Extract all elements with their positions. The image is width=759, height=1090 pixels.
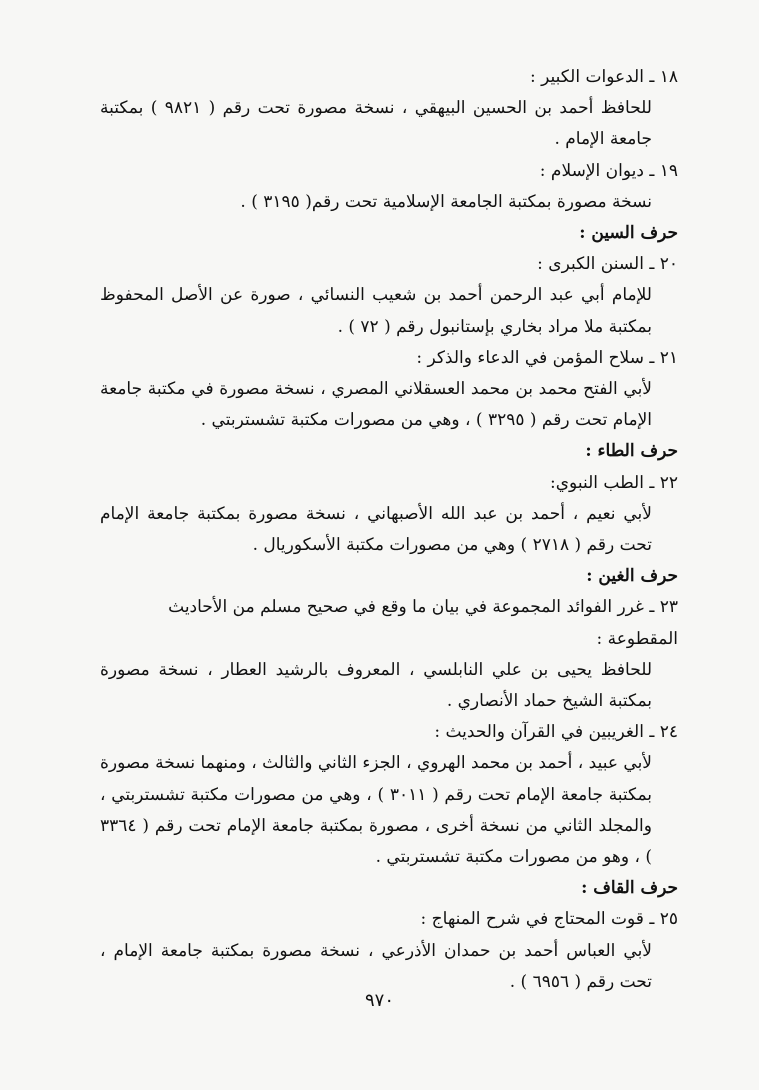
entry-description: لأبي الفتح محمد بن محمد العسقلاني المصري ، نسخة مصورة في مكتبة جامعة الإمام تحت رقم ( ٣٢٩٥ ) ، وهي من مصورات مكتبة تشستربتي . bbox=[100, 379, 652, 431]
page-text bbox=[100, 62, 678, 998]
entry-description: للإمام أبي عبد الرحمن أحمد بن شعيب النسائي ، صورة عن الأصل المحفوظ بمكتبة ملا مراد بخاري بإستانبول رقم ( ٧٢ ) . bbox=[100, 285, 652, 337]
entry-title: ١٨ ـ الدعوات الكبير : bbox=[530, 67, 678, 87]
entry-title: ٢٤ ـ الغريبين في القرآن والحديث : bbox=[434, 722, 678, 743]
page-number: ٩٧٠ bbox=[364, 990, 394, 1011]
section-heading: حرف القاف : bbox=[581, 878, 678, 899]
section-heading: حرف السين : bbox=[579, 223, 678, 244]
entry-description: نسخة مصورة بمكتبة الجامعة الإسلامية تحت رقم( ٣١٩٥ ) . bbox=[240, 191, 652, 212]
entry-description: لأبي عبيد ، أحمد بن محمد الهروي ، الجزء الثاني والثالث ، ومنهما نسخة مصورة بمكتبة جامعة الإمام تحت رقم ( ٣٠١١ ) ، وهي من مصورات مكتبة تشستربتي ، والمجلد الثاني من نسخة أخرى ، مصورة بمكتبة جامعة الإمام تحت رقم ( ٣٣٦٤ ) ، وهو من مصورات مكتبة تشستربتي . bbox=[100, 753, 653, 868]
entry-description: لأبي نعيم ، أحمد بن عبد الله الأصبهاني ، نسخة مصورة بمكتبة جامعة الإمام تحت رقم ( ٢٧١٨ ) وهي من مصورات مكتبة الأسكوريال . bbox=[100, 503, 652, 556]
entry-title: ٢١ ـ سلاح المؤمن في الدعاء والذكر : bbox=[416, 347, 678, 368]
entry-title: ١٩ ـ ديوان الإسلام : bbox=[539, 160, 678, 181]
entry-description: للحافظ أحمد بن الحسين البيهقي ، نسخة مصورة تحت رقم ( ٩٨٢١ ) بمكتبة جامعة الإمام . bbox=[100, 98, 652, 150]
entry-description: لأبي العباس أحمد بن حمدان الأذرعي ، نسخة مصورة بمكتبة جامعة الإمام ، تحت رقم ( ٦٩٥٦ ) . bbox=[100, 940, 652, 992]
section-heading: حرف الغين : bbox=[586, 566, 678, 587]
entry-title: ٢٥ ـ قوت المحتاج في شرح المنهاج : bbox=[420, 909, 678, 930]
entry-title: ٢٢ ـ الطب النبوي: bbox=[550, 472, 678, 493]
entry-title: ٢٠ ـ السنن الكبرى : bbox=[537, 254, 678, 275]
section-heading: حرف الطاء : bbox=[585, 441, 678, 462]
entry-description: للحافظ يحيى بن علي النابلسي ، المعروف بالرشيد العطار ، نسخة مصورة بمكتبة الشيخ حماد الأنصاري . bbox=[100, 659, 652, 712]
entry-title: ٢٣ ـ غرر الفوائد المجموعة في بيان ما وقع في صحيح مسلم من الأحاديث المقطوعة : bbox=[168, 597, 678, 649]
